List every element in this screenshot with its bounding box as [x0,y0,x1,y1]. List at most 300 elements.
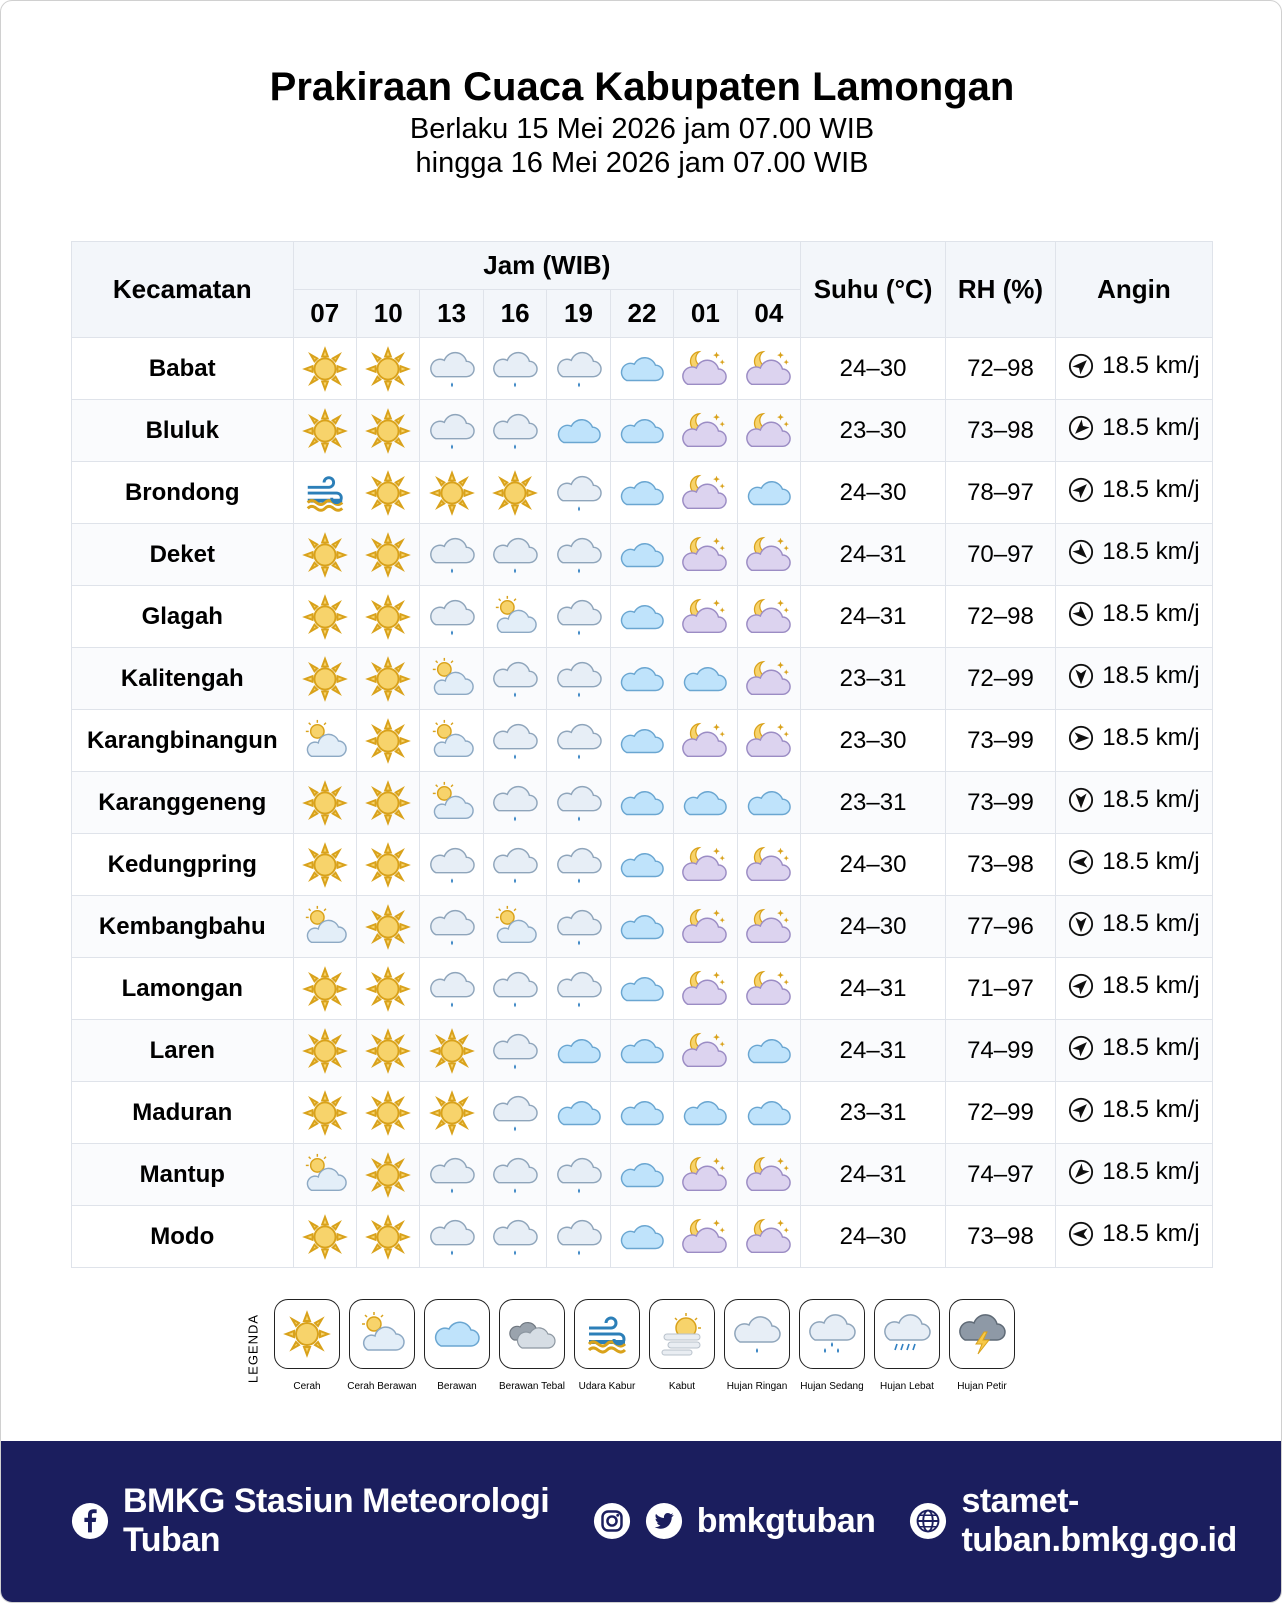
kecamatan-name: Glagah [72,586,294,648]
forecast-cell [610,1206,673,1268]
suhu-value: 24–31 [801,958,946,1020]
sun-icon [302,594,348,640]
forecast-cell [737,1082,800,1144]
kecamatan-name: Kembangbahu [72,896,294,958]
kecamatan-name: Maduran [72,1082,294,1144]
forecast-cell [547,648,610,710]
instagram-icon[interactable] [593,1502,631,1540]
sun-icon [365,656,411,702]
moderate-rain-icon [808,1310,856,1358]
forecast-cell [674,958,737,1020]
forecast-cell [420,772,483,834]
forecast-cell [293,400,356,462]
forecast-cell [483,896,546,958]
sun-icon [365,1090,411,1136]
wind-speed: 18.5 km/j [1102,971,1200,999]
forecast-cell [737,834,800,896]
cloud-icon [556,408,602,454]
wind-cell [1055,958,1212,1020]
light-rain-icon [556,1214,602,1260]
forecast-cell [610,338,673,400]
twitter-icon[interactable] [645,1502,683,1540]
forecast-cell [483,710,546,772]
partly-icon [302,718,348,764]
cloud-icon [619,1090,665,1136]
forecast-cell [420,586,483,648]
rh-value: 73–98 [946,1206,1056,1268]
forecast-cell [420,462,483,524]
legend-item-label: Hujan Lebat [880,1381,934,1392]
wind-speed: 18.5 km/j [1102,785,1200,813]
partly-icon [429,780,475,826]
night-icon [746,408,792,454]
footer-website[interactable]: stamet-tuban.bmkg.go.id [961,1482,1237,1559]
light-rain-icon [492,1152,538,1198]
forecast-cell [547,834,610,896]
forecast-cell [610,710,673,772]
light-rain-icon [492,532,538,578]
wind-cell [1055,1206,1212,1268]
wind-cell [1055,1144,1212,1206]
cloud-icon [619,1214,665,1260]
legend-item [494,1299,570,1392]
sun-icon [429,1028,475,1074]
forecast-cell [293,958,356,1020]
cloud-icon [682,656,728,702]
light-rain-icon [492,1028,538,1074]
suhu-value: 24–30 [801,896,946,958]
wind-direction-icon [1068,911,1094,937]
cloud-icon [746,1090,792,1136]
cloud-icon [746,1028,792,1074]
forecast-cell [356,896,419,958]
table-row [72,834,1213,896]
light-rain-icon [556,904,602,950]
table-row [72,772,1213,834]
forecast-cell [674,1206,737,1268]
table-row [72,586,1213,648]
suhu-value: 23–31 [801,772,946,834]
forecast-cell [420,710,483,772]
forecast-cell [547,710,610,772]
wind-direction-icon [1068,973,1094,999]
forecast-cell [674,338,737,400]
night-icon [682,408,728,454]
legend-item-label: Hujan Sedang [800,1381,864,1392]
wind-direction-icon [1068,663,1094,689]
night-icon [682,904,728,950]
wind-direction-icon [1068,1221,1094,1247]
partly-icon [302,1152,348,1198]
night-icon [682,346,728,392]
legend-item-label: Berawan [437,1381,477,1392]
night-icon [682,1214,728,1260]
valid-to: hingga 16 Mei 2026 jam 07.00 WIB [415,147,869,179]
forecast-cell [483,524,546,586]
forecast-cell [674,1082,737,1144]
light-rain-icon [429,594,475,640]
forecast-cell [610,586,673,648]
light-rain-icon [492,656,538,702]
wind-direction-icon [1068,539,1094,565]
legend-item-label: Udara Kabur [578,1381,636,1392]
forecast-cell [420,1020,483,1082]
hour-07: 07 [293,290,356,338]
suhu-value: 23–31 [801,1082,946,1144]
sun-icon [492,470,538,516]
sun-icon [302,532,348,578]
forecast-cell [356,1144,419,1206]
forecast-cell [293,524,356,586]
light-rain-icon [733,1310,781,1358]
forecast-cell [293,338,356,400]
cloud-icon [746,780,792,826]
cloud-icon [619,966,665,1012]
cloud-icon [682,1090,728,1136]
light-rain-icon [556,470,602,516]
kecamatan-name: Babat [72,338,294,400]
cloud-icon [619,532,665,578]
light-rain-icon [556,656,602,702]
globe-icon[interactable] [909,1502,947,1540]
wind-cell [1055,524,1212,586]
night-icon [746,842,792,888]
sun-icon [302,656,348,702]
forecast-cell [356,710,419,772]
table-row [72,462,1213,524]
forecast-cell [547,772,610,834]
wind-direction-icon [1068,787,1094,813]
forecast-cell [356,772,419,834]
legend [241,1299,1041,1399]
haze-icon [302,470,348,516]
table-row [72,1020,1213,1082]
wind-speed: 18.5 km/j [1102,1219,1200,1247]
wind-speed: 18.5 km/j [1102,475,1200,503]
page-title: Prakiraan Cuaca Kabupaten Lamongan [269,65,1015,109]
hour-22: 22 [610,290,673,338]
wind-cell [1055,710,1212,772]
partly-icon [358,1310,406,1358]
wind-cell [1055,338,1212,400]
forecast-cell [610,772,673,834]
forecast-cell [610,462,673,524]
night-icon [682,718,728,764]
suhu-value: 24–30 [801,834,946,896]
forecast-cell [737,896,800,958]
wind-speed: 18.5 km/j [1102,537,1200,565]
light-rain-icon [429,966,475,1012]
suhu-value: 24–30 [801,338,946,400]
wind-speed: 18.5 km/j [1102,1095,1200,1123]
wind-direction-icon [1068,1097,1094,1123]
col-angin: Angin [1055,242,1212,338]
wind-direction-icon [1068,725,1094,751]
forecast-cell [610,524,673,586]
sun-icon [302,966,348,1012]
forecast-cell [737,462,800,524]
col-rh: RH (%) [946,242,1056,338]
forecast-cell [737,958,800,1020]
light-rain-icon [556,532,602,578]
wind-direction-icon [1068,1159,1094,1185]
forecast-cell [293,462,356,524]
light-rain-icon [492,1214,538,1260]
forecast-cell [547,958,610,1020]
forecast-cell [483,586,546,648]
forecast-cell [293,1206,356,1268]
forecast-cell [610,896,673,958]
night-icon [746,1214,792,1260]
forecast-cell [356,834,419,896]
forecast-cell [420,958,483,1020]
forecast-cell [610,1020,673,1082]
sun-icon [365,842,411,888]
cloud-icon [556,1028,602,1074]
hour-13: 13 [420,290,483,338]
footer-social[interactable]: bmkgtuban [696,1501,876,1540]
rh-value: 72–99 [946,1082,1056,1144]
legend-item [419,1299,495,1392]
rh-value: 72–98 [946,586,1056,648]
forecast-cell [483,1020,546,1082]
kecamatan-name: Deket [72,524,294,586]
legend-item-label: Hujan Ringan [726,1381,788,1392]
wind-speed: 18.5 km/j [1102,413,1200,441]
light-rain-icon [492,1090,538,1136]
fog-icon [658,1310,706,1358]
rh-value: 70–97 [946,524,1056,586]
light-rain-icon [429,408,475,454]
forecast-cell [737,1020,800,1082]
light-rain-icon [492,842,538,888]
sun-icon [365,532,411,578]
forecast-cell [737,1144,800,1206]
wind-speed: 18.5 km/j [1102,351,1200,379]
forecast-cell [293,648,356,710]
partly-icon [302,904,348,950]
sun-icon [429,1090,475,1136]
haze-icon [583,1310,631,1358]
hour-16: 16 [483,290,546,338]
night-icon [682,1028,728,1074]
table-row [72,1206,1213,1268]
wind-speed: 18.5 km/j [1102,1157,1200,1185]
suhu-value: 23–30 [801,710,946,772]
sun-icon [365,594,411,640]
rh-value: 74–99 [946,1020,1056,1082]
forecast-cell [674,400,737,462]
sun-icon [365,470,411,516]
forecast-cell [674,834,737,896]
forecast-cell [483,1082,546,1144]
rh-value: 78–97 [946,462,1056,524]
cloud-icon [619,842,665,888]
legend-item-label: Cerah [293,1381,321,1392]
table-row [72,648,1213,710]
forecast-cell [610,958,673,1020]
kecamatan-name: Mantup [72,1144,294,1206]
sun-icon [365,1152,411,1198]
kecamatan-name: Laren [72,1020,294,1082]
rh-value: 73–99 [946,710,1056,772]
wind-speed: 18.5 km/j [1102,847,1200,875]
night-icon [682,470,728,516]
suhu-value: 24–30 [801,462,946,524]
forecast-cell [356,462,419,524]
heavy-rain-icon [883,1310,931,1358]
legend-item-label: Hujan Petir [957,1381,1007,1392]
table-row [72,1144,1213,1206]
light-rain-icon [556,346,602,392]
forecast-cell [420,1206,483,1268]
forecast-cell [356,958,419,1020]
forecast-cell [674,586,737,648]
kecamatan-name: Karangbinangun [72,710,294,772]
sun-icon [302,842,348,888]
forecast-cell [737,586,800,648]
col-jam: Jam (WIB) [293,242,801,290]
light-rain-icon [556,842,602,888]
wind-cell [1055,896,1212,958]
forecast-cell [674,648,737,710]
forecast-cell [547,586,610,648]
overcast-icon [508,1310,556,1358]
forecast-cell [483,462,546,524]
wind-cell [1055,772,1212,834]
wind-direction-icon [1068,601,1094,627]
forecast-cell [674,524,737,586]
col-kecamatan: Kecamatan [72,242,294,338]
cloud-icon [619,1152,665,1198]
light-rain-icon [556,780,602,826]
forecast-cell [356,400,419,462]
forecast-cell [420,648,483,710]
forecast-cell [737,400,800,462]
legend-item [344,1299,420,1392]
light-rain-icon [556,966,602,1012]
rh-value: 73–98 [946,400,1056,462]
sun-icon [302,408,348,454]
light-rain-icon [492,408,538,454]
light-rain-icon [429,346,475,392]
footer-station: BMKG Stasiun Meteorologi Tuban [123,1482,550,1559]
night-icon [682,594,728,640]
sun-icon [283,1310,331,1358]
forecast-cell [547,896,610,958]
facebook-icon[interactable] [71,1502,109,1540]
sun-icon [302,1214,348,1260]
forecast-cell [293,834,356,896]
hour-01: 01 [674,290,737,338]
legend-item-label: Kabut [668,1381,696,1392]
forecast-cell [293,710,356,772]
partly-icon [429,718,475,764]
wind-speed: 18.5 km/j [1102,909,1200,937]
night-icon [746,656,792,702]
legend-item [794,1299,870,1392]
thunder-icon [958,1310,1006,1358]
table-row [72,400,1213,462]
forecast-cell [420,338,483,400]
cloud-icon [619,408,665,454]
cloud-icon [746,470,792,516]
sun-icon [302,1090,348,1136]
forecast-cell [356,524,419,586]
sun-icon [302,346,348,392]
legend-label: LEGENDA [245,1313,261,1384]
forecast-cell [293,772,356,834]
rh-value: 74–97 [946,1144,1056,1206]
forecast-cell [674,896,737,958]
forecast-table [71,241,1213,1268]
forecast-cell [737,648,800,710]
cloud-icon [556,1090,602,1136]
forecast-cell [356,648,419,710]
rh-value: 77–96 [946,896,1056,958]
forecast-cell [420,1144,483,1206]
wind-cell [1055,1020,1212,1082]
light-rain-icon [556,594,602,640]
forecast-cell [483,1206,546,1268]
table-row [72,896,1213,958]
night-icon [746,346,792,392]
rh-value: 72–98 [946,338,1056,400]
cloud-icon [619,1028,665,1074]
suhu-value: 24–31 [801,1144,946,1206]
forecast-cell [483,958,546,1020]
forecast-cell [293,896,356,958]
wind-cell [1055,648,1212,710]
suhu-value: 23–31 [801,648,946,710]
hour-19: 19 [547,290,610,338]
light-rain-icon [492,346,538,392]
partly-icon [429,656,475,702]
cloud-icon [682,780,728,826]
forecast-cell [674,462,737,524]
forecast-cell [356,586,419,648]
wind-cell [1055,834,1212,896]
sun-icon [365,1214,411,1260]
forecast-cell [674,1144,737,1206]
light-rain-icon [492,780,538,826]
sun-icon [365,1028,411,1074]
forecast-cell [293,1082,356,1144]
forecast-cell [483,772,546,834]
forecast-cell [737,338,800,400]
wind-cell [1055,400,1212,462]
night-icon [682,1152,728,1198]
suhu-value: 24–31 [801,1020,946,1082]
light-rain-icon [429,532,475,578]
kecamatan-name: Bluluk [72,400,294,462]
kecamatan-name: Karanggeneng [72,772,294,834]
kecamatan-name: Brondong [72,462,294,524]
wind-cell [1055,586,1212,648]
legend-item-label: Cerah Berawan [347,1381,417,1392]
forecast-cell [420,400,483,462]
table-row [72,710,1213,772]
forecast-cell [610,834,673,896]
forecast-cell [737,1206,800,1268]
night-icon [682,966,728,1012]
forecast-cell [293,1144,356,1206]
wind-speed: 18.5 km/j [1102,723,1200,751]
forecast-cell [420,1082,483,1144]
forecast-cell [547,1206,610,1268]
hour-10: 10 [356,290,419,338]
wind-direction-icon [1068,1035,1094,1061]
